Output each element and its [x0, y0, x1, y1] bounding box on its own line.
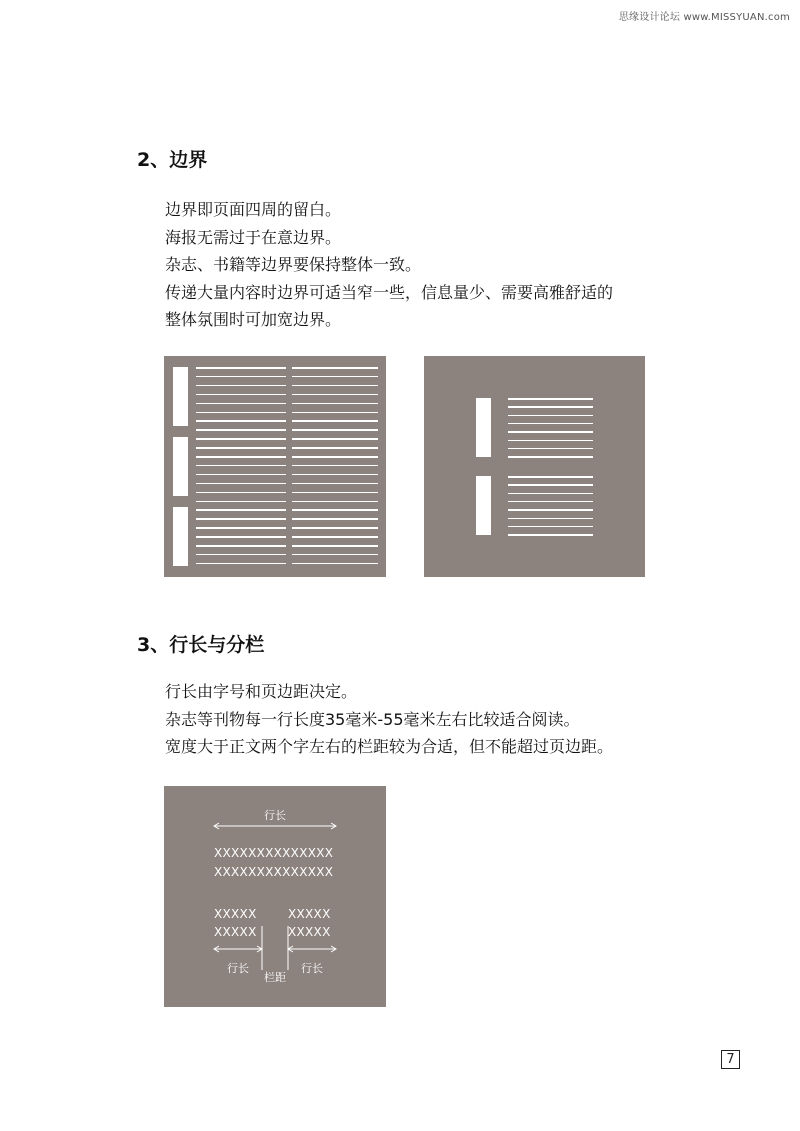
- column-right-row: XXXXX: [288, 907, 331, 921]
- side-block: [173, 507, 188, 566]
- text-line: [508, 406, 593, 408]
- text-line: [508, 518, 593, 520]
- column-gap-label: 栏距: [264, 971, 286, 984]
- text-line: [196, 412, 286, 414]
- text-line: [292, 385, 378, 387]
- text-line: [292, 483, 378, 485]
- text-line: [508, 493, 593, 495]
- section-2-title: 2、边界: [137, 149, 208, 171]
- text-line: [292, 412, 378, 414]
- text-line: [196, 385, 286, 387]
- wide-margin-diagram: [424, 356, 645, 577]
- text-line: [196, 527, 286, 529]
- text-line: [508, 456, 593, 458]
- text-line: [292, 527, 378, 529]
- text-line: [508, 398, 593, 400]
- text-line: [196, 394, 286, 396]
- text-row: XXXXXXXXXXXXXX: [214, 865, 334, 879]
- text-line: [196, 456, 286, 458]
- paragraph: 整体氛围时可加宽边界。: [165, 310, 342, 329]
- text-line: [196, 376, 286, 378]
- column-left-row: XXXXX: [214, 925, 257, 939]
- watermark: 思缘设计论坛 www.MISSYUAN.com: [618, 12, 790, 23]
- text-line: [508, 431, 593, 433]
- paragraph: 海报无需过于在意边界。: [165, 227, 342, 247]
- paragraph: 传递大量内容时边界可适当窄一些，信息量少、需要高雅舒适的: [165, 282, 614, 302]
- text-line: [292, 518, 378, 520]
- text-line: [196, 518, 286, 520]
- text-line: [292, 403, 378, 405]
- text-line: [292, 545, 378, 547]
- text-line: [292, 367, 378, 369]
- section-3-body: [165, 678, 725, 761]
- text-line: [508, 415, 593, 417]
- text-line: [292, 492, 378, 494]
- paragraph: 宽度大于正文两个字左右的栏距较为合适，但不能超过页边距。: [165, 737, 614, 756]
- text-line: [292, 509, 378, 511]
- text-line: [508, 448, 593, 450]
- text-line: [196, 509, 286, 511]
- text-line: [292, 501, 378, 503]
- text-line: [508, 534, 593, 536]
- side-block: [173, 367, 188, 426]
- right-column-length-label: 行长: [301, 962, 323, 975]
- text-line: [196, 420, 286, 422]
- text-line: [196, 367, 286, 369]
- line-length-diagram: [164, 786, 386, 1007]
- narrow-margin-diagram: [164, 356, 386, 577]
- text-line: [196, 474, 286, 476]
- text-line: [196, 429, 286, 431]
- text-line: [508, 423, 593, 425]
- text-line: [292, 474, 378, 476]
- text-line: [196, 447, 286, 449]
- text-line: [196, 501, 286, 503]
- column-right-row: XXXXX: [288, 925, 331, 939]
- side-block: [476, 398, 491, 457]
- text-line: [508, 501, 593, 503]
- text-line: [292, 376, 378, 378]
- text-line: [196, 545, 286, 547]
- text-line: [292, 420, 378, 422]
- text-line: [292, 429, 378, 431]
- paragraph: 杂志等刊物每一行长度35毫米-55毫米左右比较适合阅读。: [165, 709, 580, 729]
- text-line: [292, 465, 378, 467]
- text-line: [292, 447, 378, 449]
- text-line: [196, 465, 286, 467]
- page-number: 7: [721, 1050, 740, 1069]
- text-line: [508, 440, 593, 442]
- section-3-title: 3、行长与分栏: [137, 634, 265, 656]
- text-line: [292, 438, 378, 440]
- text-line: [292, 456, 378, 458]
- text-line: [508, 484, 593, 486]
- line-length-label: 行长: [264, 809, 286, 822]
- text-line: [508, 509, 593, 511]
- text-line: [196, 403, 286, 405]
- side-block: [476, 476, 491, 535]
- side-block: [173, 437, 188, 496]
- text-line: [508, 526, 593, 528]
- text-line: [196, 563, 286, 565]
- text-line: [196, 438, 286, 440]
- text-line: [196, 554, 286, 556]
- text-line: [292, 394, 378, 396]
- paragraph: 杂志、书籍等边界要保持整体一致。: [165, 255, 422, 274]
- text-line: [292, 563, 378, 565]
- text-line: [292, 554, 378, 556]
- text-line: [196, 492, 286, 494]
- text-line: [196, 483, 286, 485]
- text-line: [196, 536, 286, 538]
- section-2-body: [165, 196, 725, 334]
- paragraph: 行长由字号和页边距决定。: [165, 682, 358, 701]
- text-row: XXXXXXXXXXXXXX: [214, 846, 334, 860]
- text-line: [508, 476, 593, 478]
- text-line: [292, 536, 378, 538]
- left-column-length-label: 行长: [227, 962, 249, 975]
- column-left-row: XXXXX: [214, 907, 257, 921]
- paragraph: 边界即页面四周的留白。: [165, 200, 342, 219]
